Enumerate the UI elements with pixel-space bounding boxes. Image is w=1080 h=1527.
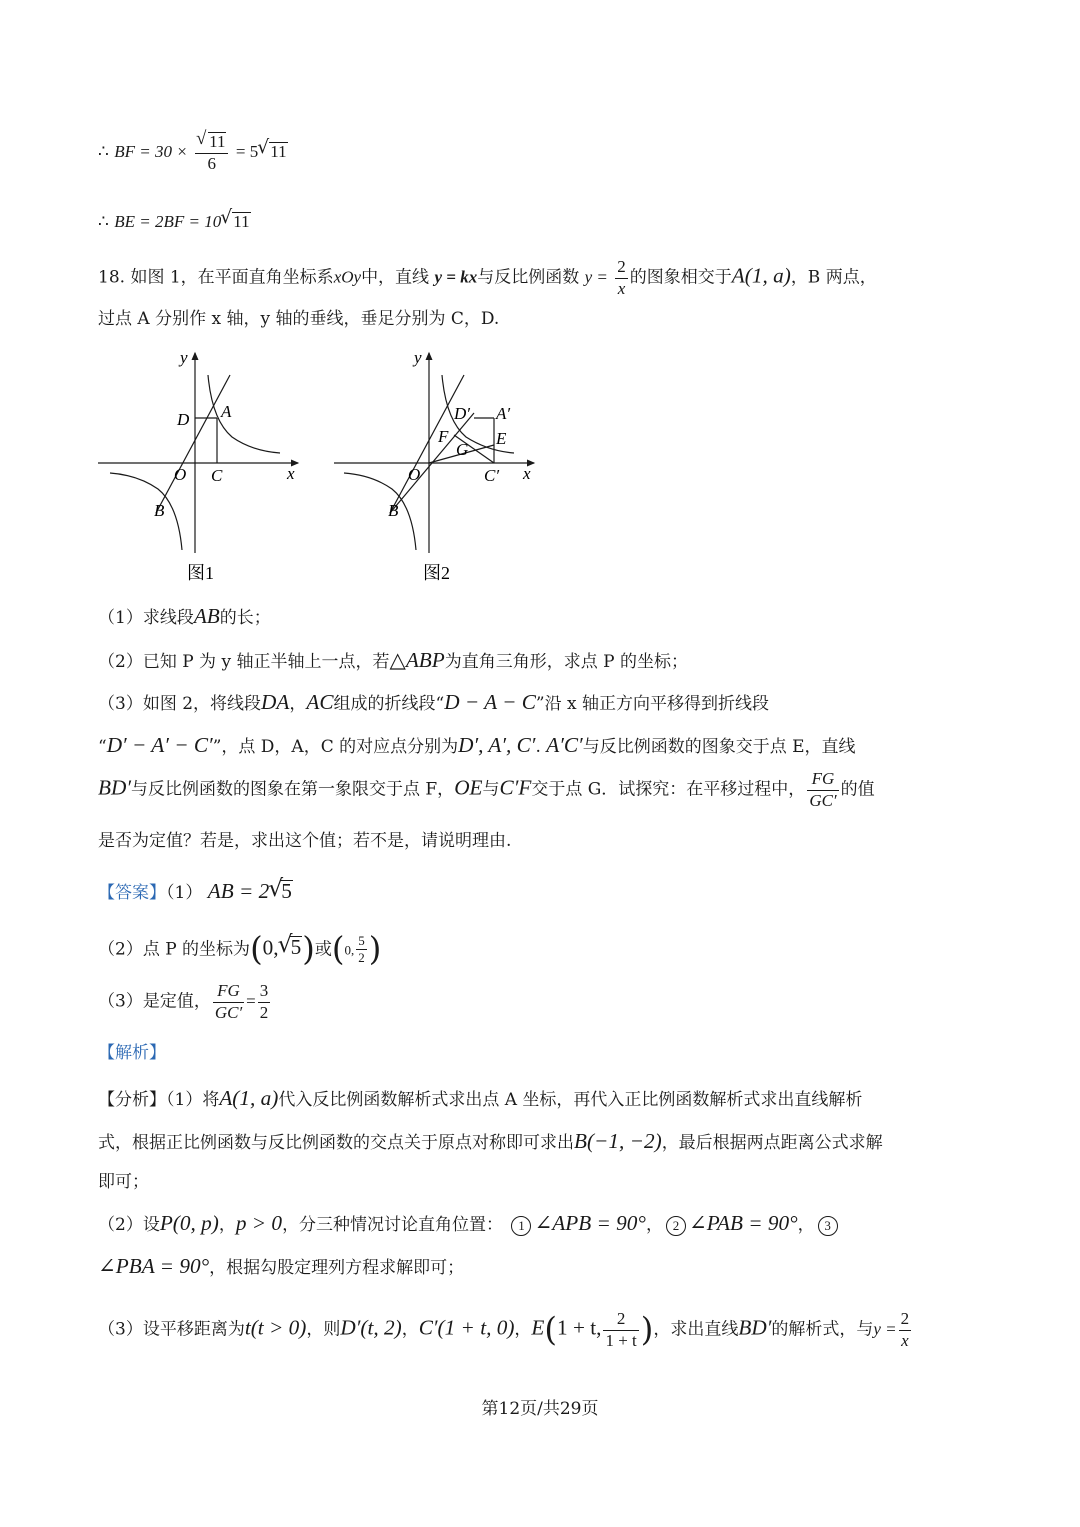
- equation-be: ∴ BE = 2BF = 10√ 11: [98, 212, 251, 231]
- fig1-label-c: C: [211, 466, 223, 485]
- subquestion-3-line-2: “D′ − A′ − C′”，点 D，A，C 的对应点分别为D′, A′, C′. A′C′与反比例函数的图象交于点 E，直线: [98, 733, 856, 757]
- fig2-label-c-prime: C′: [484, 466, 500, 485]
- fig1-label-y: y: [180, 348, 188, 367]
- analysis-2-line-1: （2）设P(0, p)，p > 0，分三种情况讨论直角位置： 1 ∠APB = 90°， 2 ∠PAB = 90°， 3: [98, 1213, 841, 1236]
- fig2-label-x: x: [523, 464, 531, 483]
- subquestion-3-line-3: BD′与反比例函数的图象在第一象限交于点 F，OE与C′F交于点 G．试探究：在平移过程中， $\frac{FG}{GC'}$ 的值: [98, 769, 875, 810]
- subquestion-3-line-1: （3）如图 2，将线段DA，AC组成的折线段“D − A − C”沿 x 轴正方向平移得到折线段: [98, 690, 769, 714]
- answer-2: （2）点 P 的坐标为(0,√ 5)或(0, $\frac{5}{2}$ ): [98, 934, 381, 966]
- fig1-label-b: B: [154, 501, 165, 520]
- fig2-label-f: F: [438, 427, 449, 446]
- figure-1: [92, 345, 310, 585]
- question-line-2: 过点 A 分别作 x 轴，y 轴的垂线，垂足分别为 C，D.: [98, 309, 500, 329]
- fig2-label-b: B: [388, 501, 399, 520]
- analysis-3-line-1: （3）设平移距离为t(t > 0)，则D′(t, 2)，C′(1 + t, 0)，E(1 + t, $\frac{2}{1 + t}$ )，求出直线BD′的解析式，与y = $\frac{2}{x}$: [98, 1309, 910, 1350]
- fig1-label-a: A: [221, 402, 232, 421]
- subquestion-3-line-4: 是否为定值？若是，求出这个值；若不是，请说明理由.: [98, 831, 512, 851]
- analysis-1-line-3: 即可；: [98, 1172, 149, 1192]
- fig2-label-o: O: [408, 465, 421, 484]
- answer-tag: 【答案】: [98, 883, 166, 903]
- answer-1: 【答案】（1） AB = 2√ 5: [98, 880, 293, 902]
- equation-bf: ∴ BF = 30 × √ $\frac{11}{6}$ = 5√ 11: [98, 132, 288, 173]
- fig2-label-y: y: [414, 348, 422, 367]
- fig2-label-a-prime: A′: [496, 404, 511, 423]
- figure-2: [328, 345, 546, 585]
- answer-3: （3）是定值， $\frac{FG}{GC'}$ = $\frac{3}{2}$: [98, 981, 269, 1022]
- fig1-label-x: x: [287, 464, 295, 483]
- fig2-label-e: E: [496, 429, 507, 448]
- analysis-tag: 【解析】: [98, 1043, 166, 1063]
- fig1-label-d: D: [177, 410, 190, 429]
- subquestion-2: （2）已知 P 为 y 轴正半轴上一点，若△ABP为直角三角形，求点 P 的坐标；: [98, 648, 689, 672]
- analysis-1-line-1: 【分析】（1）将A(1, a)代入反比例函数解析式求出点 A 坐标，再代入正比例函数解析式求出直线解析: [98, 1086, 863, 1110]
- fig2-label-g: G: [456, 440, 469, 459]
- analysis-1-line-2: 式，根据正比例函数与反比例函数的交点关于原点对称即可求出B(−1, −2)，最后根据两点距离公式求解: [98, 1129, 883, 1153]
- fig1-caption: 图1: [187, 563, 214, 583]
- fig2-label-d-prime: D′: [454, 404, 470, 423]
- analysis-2-line-2: ∠PBA = 90°，根据勾股定理列方程求解即可；: [98, 1254, 465, 1278]
- question-line-1: 18. 如图 1，在平面直角坐标系xOy中，直线 y = kx与反比例函数 y = $\frac{2}{x}$ 的图象相交于A(1, a)，B 两点，: [98, 257, 877, 298]
- fig1-label-o: O: [174, 465, 187, 484]
- page-footer: 第12页/共29页: [481, 1399, 599, 1419]
- fig2-caption: 图2: [423, 563, 450, 583]
- subquestion-1: （1）求线段AB的长；: [98, 604, 271, 628]
